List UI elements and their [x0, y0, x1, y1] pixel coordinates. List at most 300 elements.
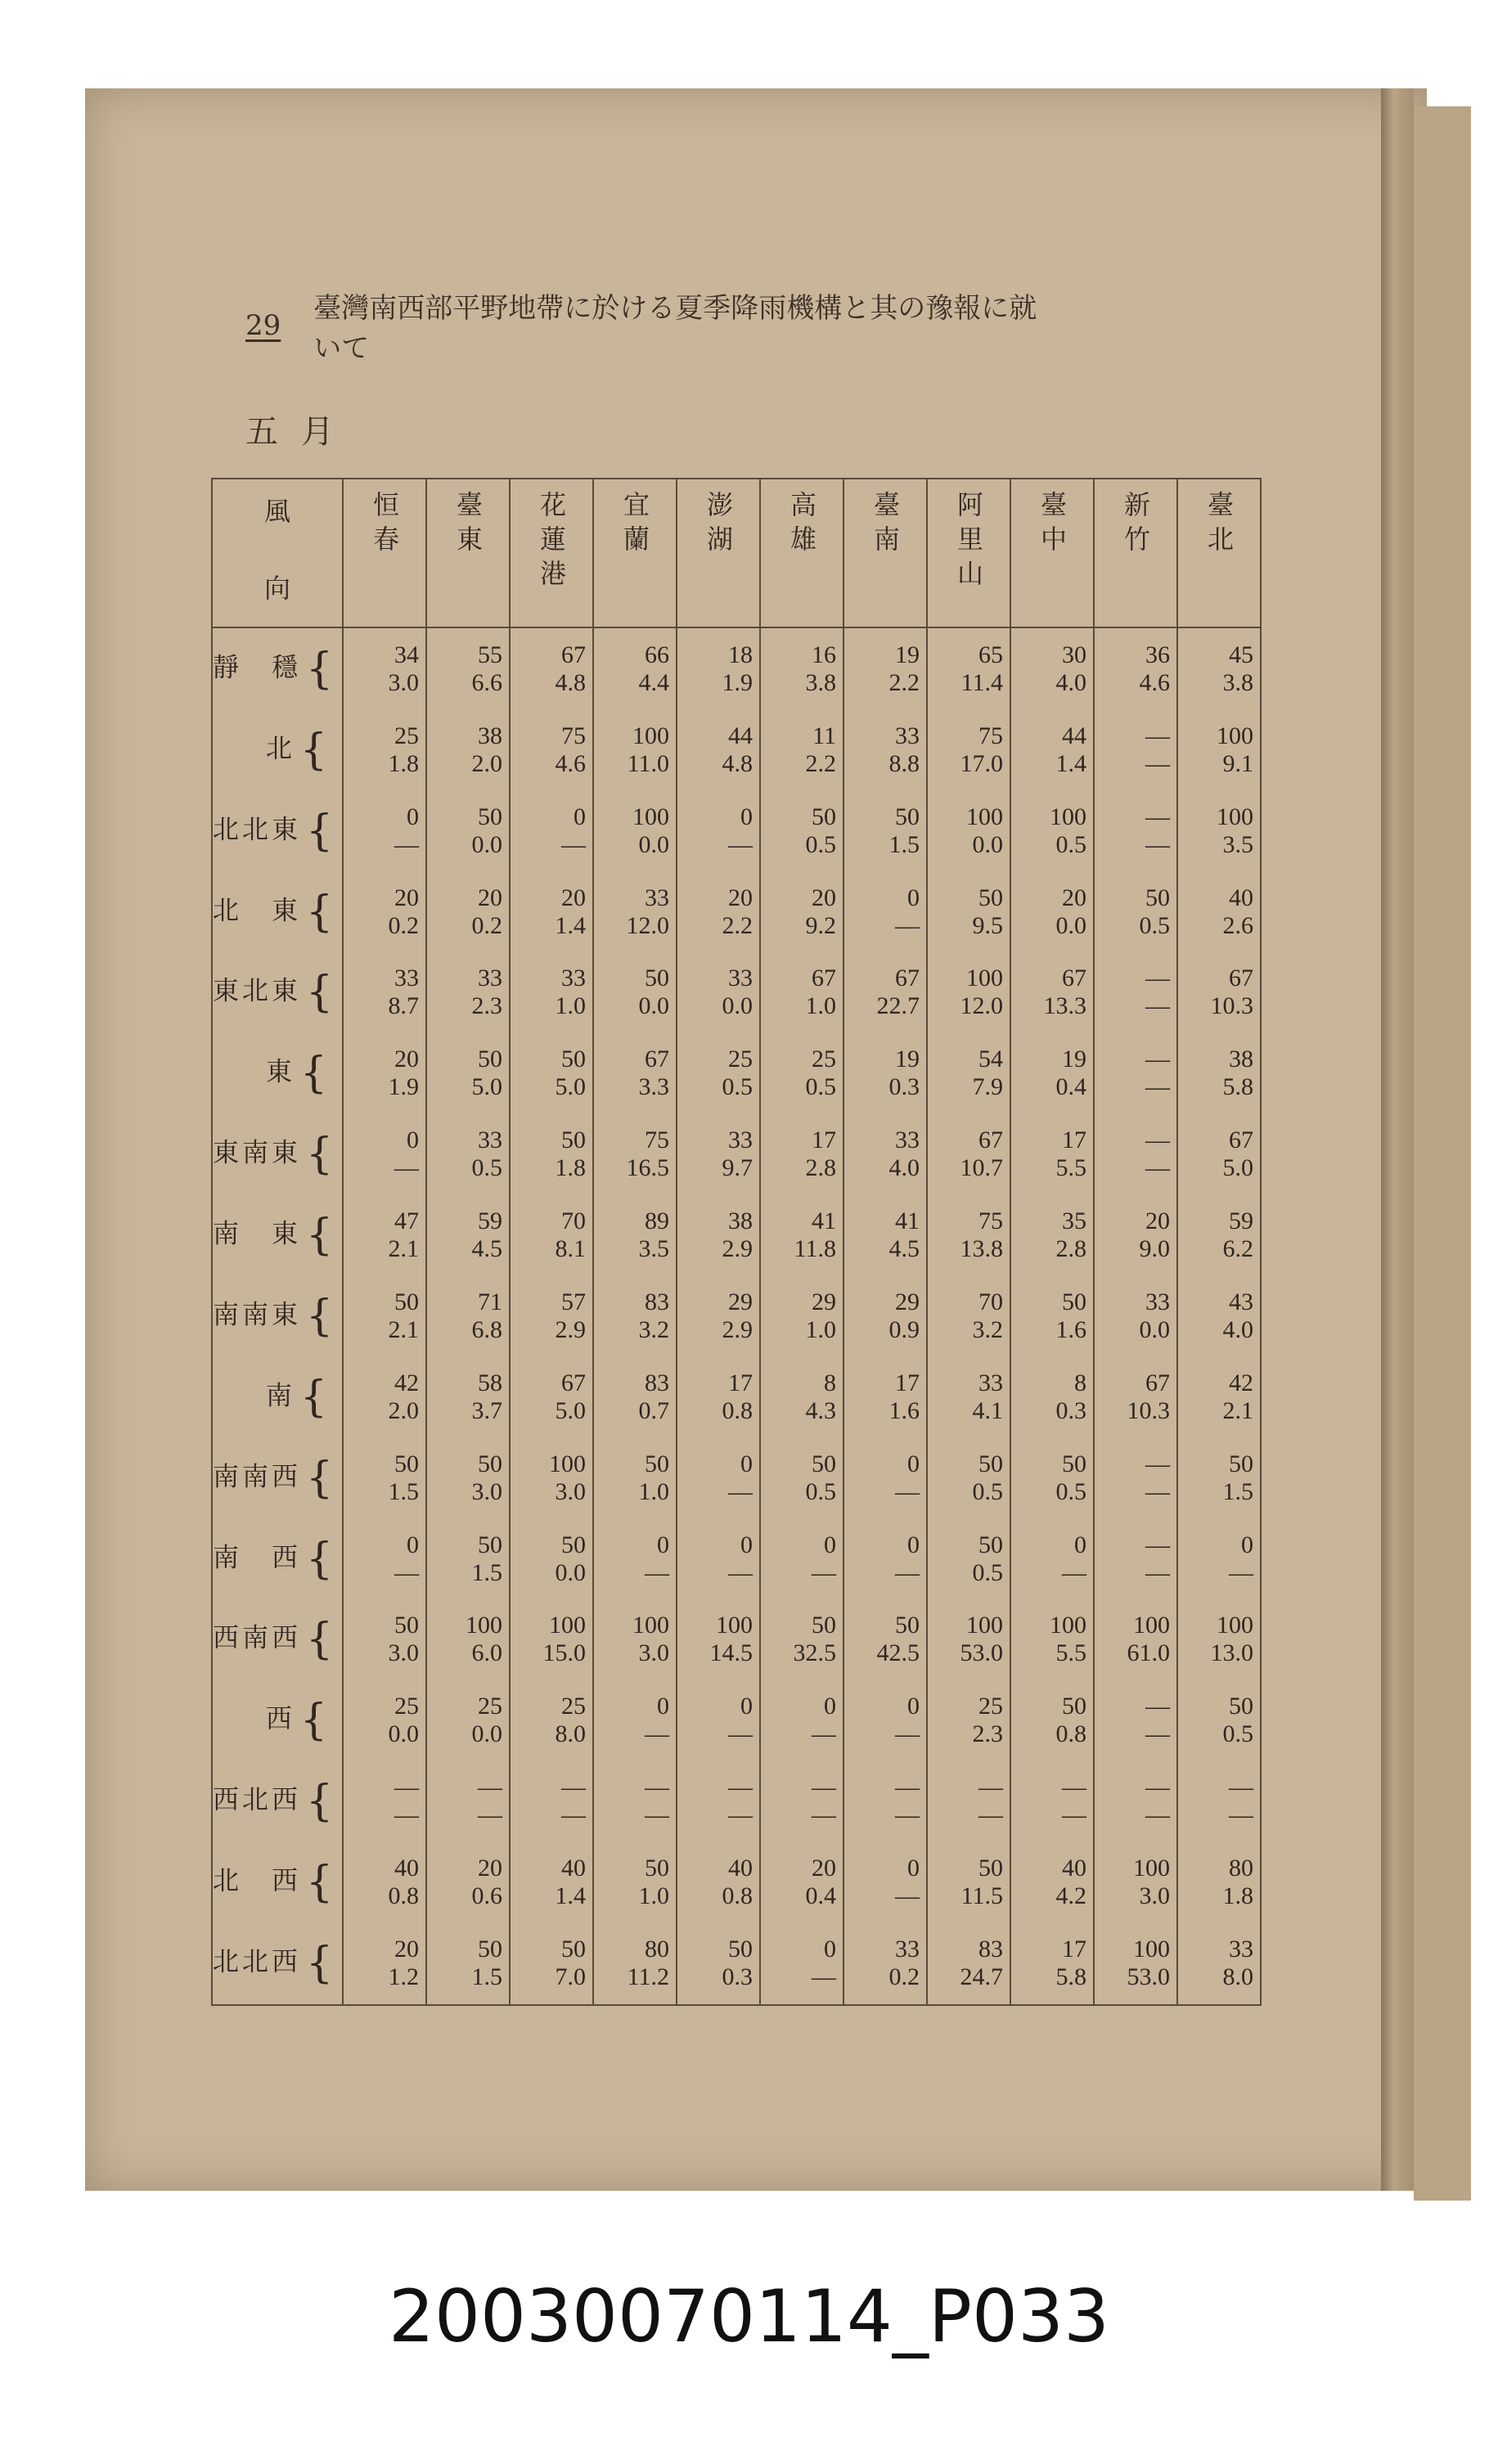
table-row [212, 1599, 1261, 1680]
table-cell [1010, 790, 1094, 871]
cell-frequency: — [812, 1774, 836, 1801]
table-cell [426, 871, 510, 952]
cell-rainfall: — [1062, 1558, 1086, 1586]
cell-frequency: 59 [478, 1207, 502, 1235]
table-cell [1177, 1842, 1261, 1923]
cell-rainfall: — [645, 1720, 669, 1748]
table-cell [593, 1195, 677, 1276]
table-cell [593, 871, 677, 952]
table-cell [343, 1761, 426, 1842]
table-cell [677, 1033, 760, 1114]
cell-rainfall: 2.2 [888, 668, 920, 696]
table-cell [677, 1437, 760, 1518]
cell-rainfall: 4.5 [471, 1235, 502, 1263]
table-cell [927, 1922, 1010, 2005]
cell-frequency: — [895, 1774, 920, 1801]
table-cell [1094, 1518, 1177, 1599]
cell-frequency: 42 [1229, 1369, 1253, 1396]
cell-rainfall: 61.0 [1127, 1639, 1170, 1667]
cell-frequency: 30 [1062, 641, 1086, 668]
table-row [212, 1356, 1261, 1437]
cell-frequency: 40 [394, 1855, 419, 1882]
column-header-station: 高雄 [760, 479, 843, 627]
cell-rainfall: 0.3 [888, 1073, 920, 1101]
cell-frequency: 67 [561, 1369, 586, 1396]
cell-frequency: 70 [978, 1288, 1003, 1315]
cell-rainfall: — [1229, 1558, 1253, 1586]
cell-rainfall: — [561, 1801, 586, 1829]
cell-frequency: 8 [824, 1369, 836, 1396]
table-cell [1177, 952, 1261, 1033]
cell-frequency: 36 [1145, 641, 1170, 668]
cell-frequency: 67 [1145, 1369, 1170, 1396]
cell-rainfall: 0.5 [805, 830, 836, 858]
brace-glyph: { [299, 1049, 331, 1099]
cell-frequency: 67 [895, 964, 920, 992]
table-row [212, 1842, 1261, 1923]
cell-rainfall: 5.0 [1222, 1154, 1253, 1182]
table-cell [927, 871, 1010, 952]
cell-frequency: 100 [632, 803, 669, 830]
cell-frequency: — [1229, 1774, 1253, 1801]
table-cell [1010, 1356, 1094, 1437]
table-cell [843, 1599, 927, 1680]
cell-frequency: 50 [478, 1450, 502, 1477]
table-cell [426, 1599, 510, 1680]
table-cell [593, 952, 677, 1033]
cell-rainfall: 1.0 [555, 992, 586, 1020]
brace-glyph: { [306, 806, 337, 856]
cell-frequency: 40 [1229, 884, 1253, 911]
table-cell [1010, 1518, 1094, 1599]
cell-rainfall: 0.4 [805, 1882, 836, 1910]
table-row [212, 1437, 1261, 1518]
table-cell [510, 1033, 593, 1114]
table-row [212, 1114, 1261, 1195]
cell-frequency: 71 [478, 1288, 502, 1315]
cell-frequency: 50 [394, 1612, 419, 1639]
cell-rainfall: 1.8 [555, 1154, 586, 1182]
table-cell [1094, 952, 1177, 1033]
table-cell [843, 1761, 927, 1842]
table-cell [343, 1437, 426, 1518]
cell-rainfall: 10.7 [960, 1154, 1003, 1182]
table-cell [677, 1195, 760, 1276]
table-cell [760, 871, 843, 952]
cell-rainfall: — [812, 1720, 836, 1748]
table-cell [843, 1518, 927, 1599]
cell-rainfall: 1.0 [805, 992, 836, 1020]
cell-frequency: — [478, 1774, 502, 1801]
table-cell [1177, 1922, 1261, 2005]
cell-frequency: 40 [561, 1855, 586, 1882]
cell-frequency: 67 [561, 641, 586, 668]
cell-frequency: 0 [907, 884, 920, 911]
cell-frequency: 100 [1050, 1612, 1086, 1639]
cell-rainfall: — [394, 1801, 419, 1829]
table-cell [1094, 871, 1177, 952]
wind-direction-label: 南 西 { [213, 1534, 337, 1584]
table-cell [1010, 1033, 1094, 1114]
table-cell [343, 1922, 426, 2005]
cell-rainfall: — [1145, 1073, 1170, 1101]
table-cell [426, 1842, 510, 1923]
table-cell [760, 627, 843, 709]
cell-frequency: — [1145, 1450, 1170, 1477]
table-cell [927, 1275, 1010, 1356]
table-cell [593, 1922, 677, 2005]
table-cell [760, 1599, 843, 1680]
table-cell [677, 1680, 760, 1761]
cell-rainfall: 0.5 [1222, 1720, 1253, 1748]
cell-frequency: 20 [812, 1855, 836, 1882]
table-cell [426, 1114, 510, 1195]
cell-rainfall: — [394, 1558, 419, 1586]
cell-frequency: 80 [1229, 1855, 1253, 1882]
cell-rainfall: 0.4 [1055, 1073, 1086, 1101]
table-cell [593, 790, 677, 871]
cell-frequency: 20 [478, 884, 502, 911]
table-cell [843, 1437, 927, 1518]
table-cell [1177, 1195, 1261, 1276]
table-cell [1010, 1437, 1094, 1518]
table-cell [343, 1599, 426, 1680]
cell-rainfall: — [812, 1558, 836, 1586]
cell-frequency: 100 [632, 722, 669, 749]
table-cell [510, 627, 593, 709]
cell-frequency: 100 [1133, 1936, 1170, 1963]
corner-bottom: 向 [263, 573, 290, 604]
table-cell [593, 1275, 677, 1356]
table-cell [843, 1033, 927, 1114]
cell-rainfall: 4.5 [888, 1235, 920, 1263]
cell-frequency: 43 [1229, 1288, 1253, 1315]
table-cell [510, 709, 593, 790]
table-cell [760, 1356, 843, 1437]
table-cell [1010, 871, 1094, 952]
table-cell [927, 1437, 1010, 1518]
table-cell [343, 627, 426, 709]
cell-frequency: 75 [978, 1207, 1003, 1235]
table-cell [677, 627, 760, 709]
wind-direction-label: 南 東 { [213, 1211, 337, 1261]
table-cell [927, 1599, 1010, 1680]
table-cell [1094, 1033, 1177, 1114]
brace-glyph: { [306, 1939, 337, 1989]
cell-rainfall: 2.9 [555, 1315, 586, 1343]
cell-frequency: — [1145, 1126, 1170, 1154]
table-cell [843, 952, 927, 1033]
cell-frequency: 50 [394, 1288, 419, 1315]
cell-frequency: 33 [978, 1369, 1003, 1396]
cell-frequency: 25 [478, 1693, 502, 1720]
cell-rainfall: 3.5 [638, 1235, 669, 1263]
cell-frequency: 40 [1062, 1855, 1086, 1882]
column-header-station: 宜蘭 [593, 479, 677, 627]
table-cell [1010, 1922, 1094, 2005]
cell-frequency: 100 [1133, 1855, 1170, 1882]
cell-rainfall: 2.0 [388, 1396, 419, 1424]
cell-rainfall: 5.0 [555, 1396, 586, 1424]
table-cell [1177, 1356, 1261, 1437]
cell-rainfall: 0.3 [722, 1963, 753, 1991]
cell-rainfall: 1.5 [471, 1558, 502, 1586]
cell-rainfall: 3.0 [555, 1477, 586, 1505]
table-cell [593, 1518, 677, 1599]
table-cell [426, 1033, 510, 1114]
brace-glyph: { [306, 1211, 337, 1261]
cell-frequency: 100 [966, 1612, 1003, 1639]
cell-frequency: 50 [1062, 1288, 1086, 1315]
cell-rainfall: 13.8 [960, 1235, 1003, 1263]
table-cell [843, 709, 927, 790]
table-cell [927, 1842, 1010, 1923]
table-cell [1177, 871, 1261, 952]
cell-frequency: — [1145, 722, 1170, 749]
cell-frequency: 20 [1062, 884, 1086, 911]
cell-rainfall: 1.8 [388, 749, 419, 777]
table-cell [1094, 1356, 1177, 1437]
cell-frequency: 8 [1074, 1369, 1086, 1396]
cell-rainfall: 2.9 [722, 1315, 753, 1343]
cell-frequency: 19 [1062, 1045, 1086, 1073]
cell-frequency: 50 [1145, 884, 1170, 911]
cell-frequency: 66 [645, 641, 669, 668]
cell-rainfall: 4.6 [555, 749, 586, 777]
table-cell [1177, 1518, 1261, 1599]
cell-rainfall: 1.8 [1222, 1882, 1253, 1910]
cell-frequency: 20 [478, 1855, 502, 1882]
cell-frequency: 50 [561, 1126, 586, 1154]
cell-rainfall: — [978, 1801, 1003, 1829]
cell-frequency: 80 [645, 1936, 669, 1963]
cell-rainfall: 2.1 [388, 1235, 419, 1263]
table-cell [927, 709, 1010, 790]
table-cell [593, 1842, 677, 1923]
cell-rainfall: 2.2 [722, 911, 753, 939]
table-cell [1094, 1195, 1177, 1276]
table-cell [510, 1761, 593, 1842]
table-cell [1094, 1922, 1177, 2005]
cell-rainfall: 10.3 [1210, 992, 1253, 1020]
table-cell [593, 1356, 677, 1437]
cell-frequency: 0 [907, 1855, 920, 1882]
cell-frequency: 20 [1145, 1207, 1170, 1235]
table-cell [843, 1842, 927, 1923]
table-cell [1010, 709, 1094, 790]
cell-frequency: 33 [728, 1126, 753, 1154]
cell-frequency: 0 [407, 803, 419, 830]
header-title: 臺灣南西部平野地帶に於ける夏季降雨機構と其の豫報に就いて [313, 292, 1037, 365]
cell-rainfall: 1.5 [388, 1477, 419, 1505]
table-cell [1177, 1680, 1261, 1761]
table-cell [760, 1033, 843, 1114]
table-cell [343, 790, 426, 871]
cell-rainfall: 0.0 [388, 1720, 419, 1748]
cell-rainfall: 12.0 [960, 992, 1003, 1020]
table-cell [1094, 1275, 1177, 1356]
cell-rainfall: 0.5 [805, 1477, 836, 1505]
brace-glyph: { [306, 1534, 337, 1584]
cell-frequency: 17 [1062, 1126, 1086, 1154]
table-cell [760, 1437, 843, 1518]
wind-direction-label: 東南東 { [213, 1130, 337, 1180]
table-cell [1010, 1761, 1094, 1842]
table-cell [1094, 790, 1177, 871]
cell-frequency: — [1145, 964, 1170, 992]
cell-frequency: 0 [574, 803, 586, 830]
wind-direction-table [211, 478, 1262, 2006]
cell-frequency: 17 [1062, 1936, 1086, 1963]
cell-rainfall: 12.0 [626, 911, 669, 939]
table-cell [510, 1114, 593, 1195]
cell-frequency: 0 [824, 1936, 836, 1963]
table-cell [760, 1680, 843, 1761]
cell-frequency: 0 [407, 1126, 419, 1154]
table-cell [426, 952, 510, 1033]
cell-rainfall: — [478, 1801, 502, 1829]
cell-rainfall: 16.5 [626, 1154, 669, 1182]
table-cell [510, 1599, 593, 1680]
wind-direction-label: 西 { [265, 1696, 331, 1746]
cell-frequency: 100 [1217, 803, 1253, 830]
cell-rainfall: 2.9 [722, 1235, 753, 1263]
table-cell [343, 1195, 426, 1276]
table-cell [593, 1680, 677, 1761]
cell-frequency: 50 [812, 1612, 836, 1639]
table-cell [343, 1033, 426, 1114]
wind-direction-label: 南 { [265, 1372, 331, 1422]
cell-frequency: 17 [812, 1126, 836, 1154]
table-cell [426, 627, 510, 709]
table-cell [510, 871, 593, 952]
cell-frequency: 33 [895, 1936, 920, 1963]
cell-rainfall: 0.8 [1055, 1720, 1086, 1748]
cell-rainfall: — [728, 830, 753, 858]
brace-glyph: { [306, 887, 337, 937]
cell-rainfall: — [812, 1963, 836, 1991]
cell-rainfall: 0.0 [638, 992, 669, 1020]
cell-rainfall: 8.8 [888, 749, 920, 777]
cell-rainfall: — [1145, 1558, 1170, 1586]
brace-glyph: { [306, 1130, 337, 1180]
table-cell [927, 790, 1010, 871]
table-cell [677, 1275, 760, 1356]
cell-frequency: 50 [812, 1450, 836, 1477]
cell-frequency: 50 [561, 1045, 586, 1073]
cell-rainfall: 11.2 [627, 1963, 669, 1991]
cell-frequency: 20 [812, 884, 836, 911]
brace-glyph: { [306, 1453, 337, 1503]
cell-rainfall: 0.2 [888, 1963, 920, 1991]
cell-rainfall: — [895, 1801, 920, 1829]
brace-glyph: { [306, 1615, 337, 1665]
table-cell [593, 709, 677, 790]
cell-frequency: 59 [1229, 1207, 1253, 1235]
table-cell [426, 1437, 510, 1518]
table-cell [343, 1518, 426, 1599]
cell-rainfall: 5.5 [1055, 1154, 1086, 1182]
cell-rainfall: — [1145, 1477, 1170, 1505]
table-row [212, 871, 1261, 952]
cell-frequency: 25 [394, 1693, 419, 1720]
table-cell [510, 1922, 593, 2005]
brace-glyph: { [299, 1696, 331, 1746]
table-cell [343, 871, 426, 952]
wind-direction-label: 北 東 { [213, 887, 337, 937]
cell-frequency: 19 [895, 1045, 920, 1073]
cell-frequency: 57 [561, 1288, 586, 1315]
cell-frequency: 0 [407, 1531, 419, 1558]
cell-frequency: 41 [812, 1207, 836, 1235]
table-cell [843, 1275, 927, 1356]
cell-rainfall: 0.8 [722, 1882, 753, 1910]
cell-rainfall: 22.7 [876, 992, 920, 1020]
table-row [212, 1033, 1261, 1114]
table-cell [760, 790, 843, 871]
cell-frequency: 50 [1229, 1693, 1253, 1720]
cell-frequency: 17 [728, 1369, 753, 1396]
brace-glyph: { [306, 644, 337, 694]
cell-frequency: 17 [895, 1369, 920, 1396]
cell-frequency: 67 [1229, 964, 1253, 992]
cell-frequency: 100 [966, 964, 1003, 992]
table-cell [593, 1114, 677, 1195]
cell-frequency: 25 [978, 1693, 1003, 1720]
cell-frequency: 50 [1229, 1450, 1253, 1477]
cell-frequency: 100 [549, 1450, 586, 1477]
cell-frequency: 100 [1133, 1612, 1170, 1639]
table-cell [593, 627, 677, 709]
cell-rainfall: 5.8 [1222, 1073, 1253, 1101]
table-cell [426, 1275, 510, 1356]
table-cell [426, 790, 510, 871]
cell-frequency: 33 [1229, 1936, 1253, 1963]
wind-direction-label: 北 西 { [213, 1858, 337, 1908]
cell-rainfall: 0.8 [388, 1882, 419, 1910]
cell-frequency: 41 [895, 1207, 920, 1235]
cell-rainfall: 2.6 [1222, 911, 1253, 939]
cell-rainfall: 53.0 [960, 1639, 1003, 1667]
page-spine-shadow [1381, 88, 1414, 2191]
table-row [212, 1761, 1261, 1842]
cell-frequency: — [978, 1774, 1003, 1801]
table-cell [426, 1195, 510, 1276]
cell-frequency: 50 [561, 1531, 586, 1558]
cell-frequency: 42 [394, 1369, 419, 1396]
cell-rainfall: 0.3 [1055, 1396, 1086, 1424]
cell-frequency: 100 [1217, 1612, 1253, 1639]
cell-rainfall: 0.2 [388, 911, 419, 939]
cell-rainfall: 0.5 [805, 1073, 836, 1101]
cell-frequency: 50 [478, 803, 502, 830]
column-header-station: 阿里山 [927, 479, 1010, 627]
cell-rainfall: — [1145, 1801, 1170, 1829]
month-label: 五月 [245, 413, 357, 451]
corner-header [212, 479, 343, 627]
wind-direction-label: 東北東 { [213, 968, 337, 1018]
cell-frequency: 100 [966, 803, 1003, 830]
cell-rainfall: 1.6 [1055, 1315, 1086, 1343]
wind-direction-label: 南南東 { [213, 1291, 337, 1341]
table-cell [343, 1680, 426, 1761]
cell-rainfall: 3.7 [471, 1396, 502, 1424]
table-cell [1010, 1114, 1094, 1195]
table-cell [593, 1033, 677, 1114]
cell-rainfall: 0.5 [1139, 911, 1170, 939]
cell-frequency: 38 [1229, 1045, 1253, 1073]
image-id-label: 20030070114_P033 [389, 2274, 1109, 2358]
